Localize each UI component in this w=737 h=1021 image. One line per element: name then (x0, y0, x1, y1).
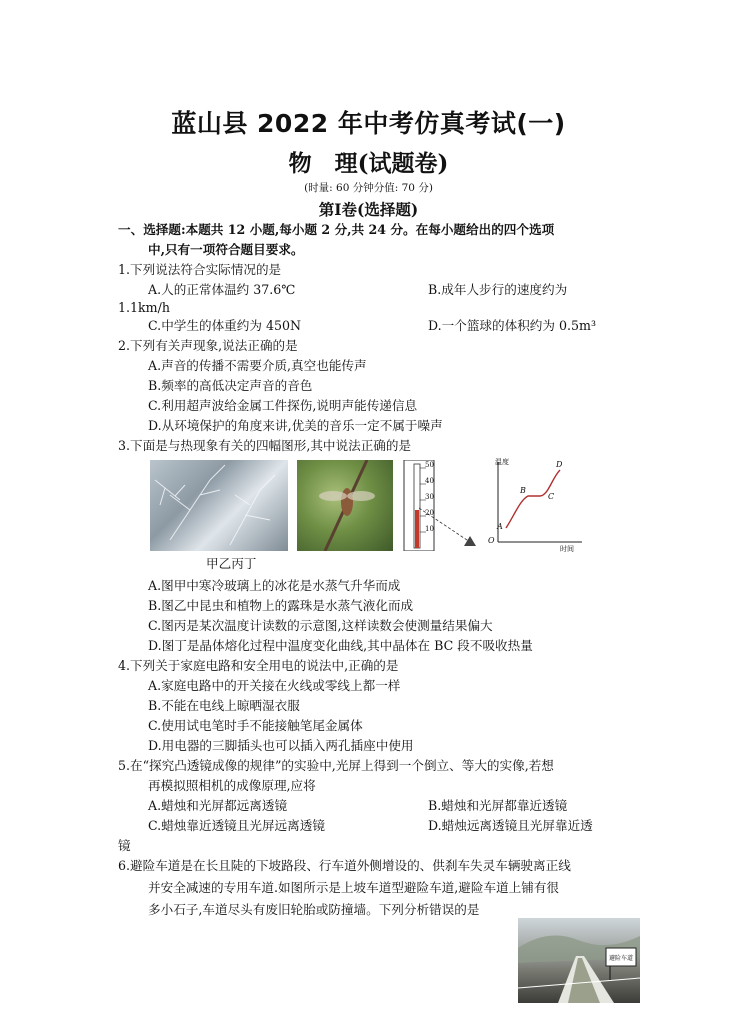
frost-image (150, 460, 288, 551)
exam-subtitle: 物 理(试题卷) (288, 150, 449, 177)
insect-dew-image (297, 460, 393, 551)
thermo-tick-50: 50 (425, 461, 434, 469)
q6-stem: 6.避险车道是在长且陡的下坡路段、行车道外侧增设的、供刹车失灵车辆驶离正线 (118, 858, 571, 873)
q3-figure-caption: 甲乙丙丁 (206, 556, 257, 571)
part-title: 第Ⅰ卷(选择题) (318, 200, 419, 219)
q1-option-a: A.人的正常体温约 37.6℃ (148, 282, 296, 297)
q3-stem: 3.下面是与热现象有关的四幅图形,其中说法正确的是 (118, 438, 412, 453)
q4-option-a: A.家庭电路中的开关接在火线或零线上都一样 (148, 678, 401, 693)
curve-point-a: A (497, 522, 503, 531)
escape-lane-image (518, 918, 640, 1003)
q3-option-a: A.图甲中寒冷玻璃上的冰花是水蒸气升华而成 (148, 578, 401, 593)
q6-stem-cont2: 多小石子,车道尽头有废旧轮胎或防撞墙。下列分析错误的是 (148, 902, 480, 917)
thermo-tick-10: 10 (425, 525, 434, 533)
curve-point-b: B (520, 486, 526, 495)
thermometer-figure (402, 460, 482, 551)
time-score: (时量: 60 分钟分值: 70 分) (304, 182, 433, 194)
q1-option-c: C.中学生的体重约为 450N (148, 318, 302, 333)
q5-stem: 5.在“探究凸透镜成像的规律”的实验中,光屏上得到一个倒立、等大的实像,若想 (118, 758, 554, 773)
melting-curve-figure (486, 456, 584, 556)
q5-option-c: C.蜡烛靠近透镜且光屏远离透镜 (148, 818, 325, 833)
q2-stem: 2.下列有关声现象,说法正确的是 (118, 338, 298, 353)
curve-point-c: C (548, 492, 555, 501)
q1-stem: 1.下列说法符合实际情况的是 (118, 262, 282, 277)
q5-option-a: A.蜡烛和光屏都远离透镜 (148, 798, 288, 813)
q5-option-d-cont: 镜 (118, 838, 131, 853)
q4-stem: 4.下列关于家庭电路和安全用电的说法中,正确的是 (118, 658, 399, 673)
q6-stem-cont1: 并安全减速的专用车道.如图所示是上坡车道型避险车道,避险车道上铺有很 (148, 880, 560, 895)
q1-option-b-cont: 1.1km/h (118, 300, 170, 315)
thermo-tick-30: 30 (425, 493, 434, 501)
q1-option-b: B.成年人步行的速度约为 (428, 282, 568, 297)
curve-ylabel: 温度 (495, 458, 509, 466)
q2-option-c: C.利用超声波给金属工件探伤,说明声能传递信息 (148, 398, 418, 413)
curve-origin: O (488, 536, 495, 545)
curve-xlabel: 时间 (560, 545, 574, 553)
q5-option-d: D.蜡烛远离透镜且光屏靠近透 (428, 818, 593, 833)
q2-option-b: B.频率的高低决定声音的音色 (148, 378, 313, 393)
q2-option-a: A.声音的传播不需要介质,真空也能传声 (148, 358, 367, 373)
curve-point-d: D (556, 460, 563, 469)
q3-option-b: B.图乙中昆虫和植物上的露珠是水蒸气液化而成 (148, 598, 414, 613)
section-instructions-cont: 中,只有一项符合题目要求。 (148, 242, 304, 257)
q4-option-d: D.用电器的三脚插头也可以插入两孔插座中使用 (148, 738, 414, 753)
q2-option-d: D.从环境保护的角度来讲,优美的音乐一定不属于噪声 (148, 418, 443, 433)
escape-lane-sign: 避险车道 (609, 955, 634, 962)
q3-option-c: C.图丙是某次温度计读数的示意图,这样读数会使测量结果偏大 (148, 618, 493, 633)
q1-option-d: D.一个篮球的体积约为 0.5m³ (428, 318, 597, 333)
thermo-tick-20: 20 (425, 509, 434, 517)
q5-option-b: B.蜡烛和光屏都靠近透镜 (428, 798, 568, 813)
thermo-tick-40: 40 (425, 477, 434, 485)
section-instructions: 一、选择题:本题共 12 小题,每小题 2 分,共 24 分。在每小题给出的四个选项 (118, 222, 555, 237)
q5-stem-cont: 再模拟照相机的成像原理,应将 (148, 778, 316, 793)
q4-option-b: B.不能在电线上晾晒湿衣服 (148, 698, 300, 713)
q4-option-c: C.使用试电笔时手不能接触笔尾金属体 (148, 718, 363, 733)
exam-title: 蓝山县 2022 年中考仿真考试(一) (171, 109, 566, 138)
q3-option-d: D.图丁是晶体熔化过程中温度变化曲线,其中晶体在 BC 段不吸收热量 (148, 638, 533, 653)
